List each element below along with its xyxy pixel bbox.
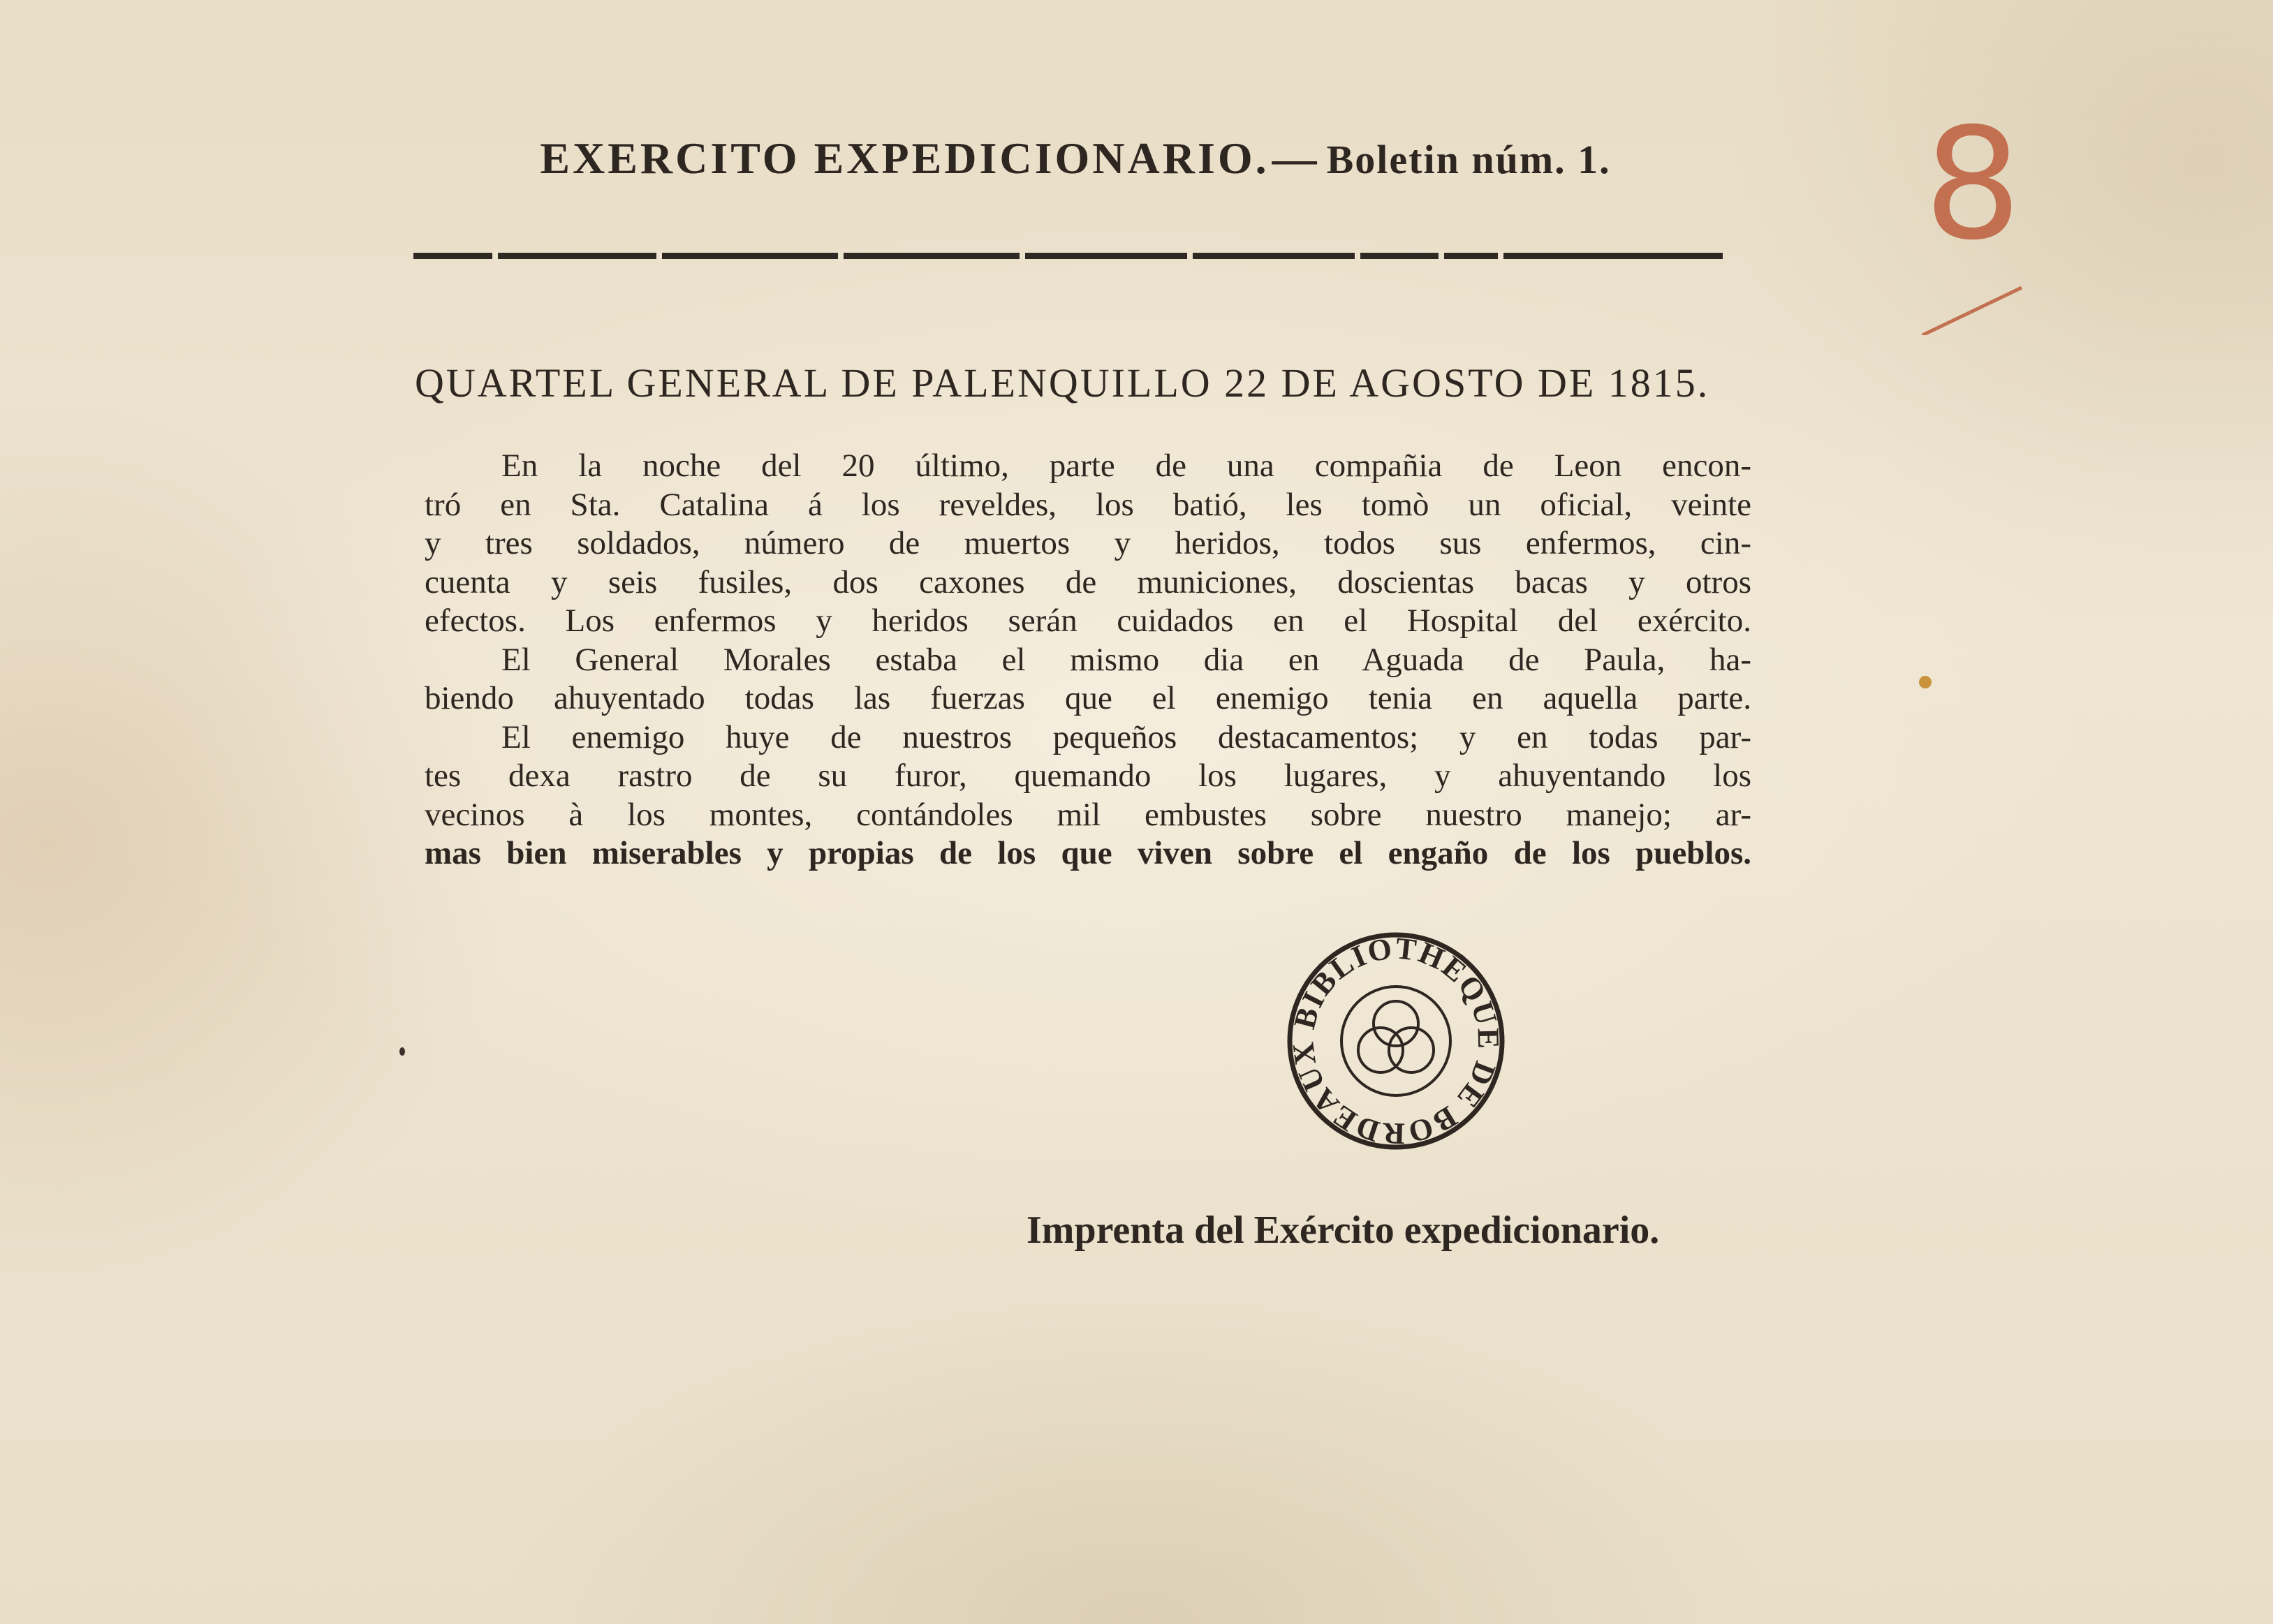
pencil-stroke bbox=[1922, 288, 2022, 335]
body-line: biendo ahuyentado todas las fuerzas que el enemigo tenia en aquella parte. bbox=[425, 680, 1751, 716]
body-line: tes dexa rastro de su furor, quemando los lugares, y ahuyentando los bbox=[425, 758, 1751, 794]
imprint-line: Imprenta del Exército expedicionario. bbox=[1027, 1209, 1660, 1252]
stamp-text: BIBLIOTHÈQUE DE BORDEAUX bbox=[1286, 931, 1506, 1151]
bulletin-header bbox=[419, 133, 1732, 184]
library-stamp bbox=[1283, 929, 1508, 1153]
body-line: cuenta y seis fusiles, dos caxones de municiones, doscientas bacas y otros bbox=[425, 563, 1751, 600]
bulletin-title: EXERCITO EXPEDICIONARIO. bbox=[540, 133, 1270, 183]
pencil-folio-number bbox=[1917, 105, 2029, 335]
body-line: y tres soldados, número de muertos y heridos, todos sus enfermos, cin- bbox=[425, 525, 1751, 561]
body-line: mas bien miserables y propias de los que viven sobre el engaño de los pueblos. bbox=[425, 835, 1751, 871]
body-line: efectos. Los enfermos y heridos serán cuidados en el Hospital del exército. bbox=[425, 603, 1751, 639]
ink-speck bbox=[1919, 676, 1932, 688]
bulletin-number: Boletin núm. 1. bbox=[1326, 137, 1611, 182]
body-line: tró en Sta. Catalina á los reveldes, los batió, les tomò un oficial, veinte bbox=[425, 486, 1751, 523]
bulletin-body bbox=[425, 447, 1751, 873]
ink-speck bbox=[399, 1047, 405, 1056]
trefoil-icon bbox=[1358, 1001, 1434, 1072]
body-line: vecinos à los montes, contándoles mil embustes sobre nuestro manejo; ar- bbox=[425, 796, 1751, 833]
dateline: QUARTEL GENERAL DE PALENQUILLO 22 DE AGOSTO DE 1815. bbox=[415, 360, 1710, 406]
body-line: El enemigo huye de nuestros pequeños destacamentos; y en todas par- bbox=[501, 718, 1751, 755]
body-line: El General Morales estaba el mismo dia en Aguada de Paula, ha- bbox=[501, 641, 1751, 678]
folio-number: 8 bbox=[1924, 105, 2022, 274]
header-separator: — bbox=[1272, 133, 1320, 183]
svg-text:BIBLIOTHÈQUE DE BORDEAUX bbox=[1286, 931, 1506, 1151]
body-line: En la noche del 20 último, parte de una compañia de Leon encon- bbox=[501, 448, 1751, 484]
header-rule bbox=[413, 253, 1723, 259]
